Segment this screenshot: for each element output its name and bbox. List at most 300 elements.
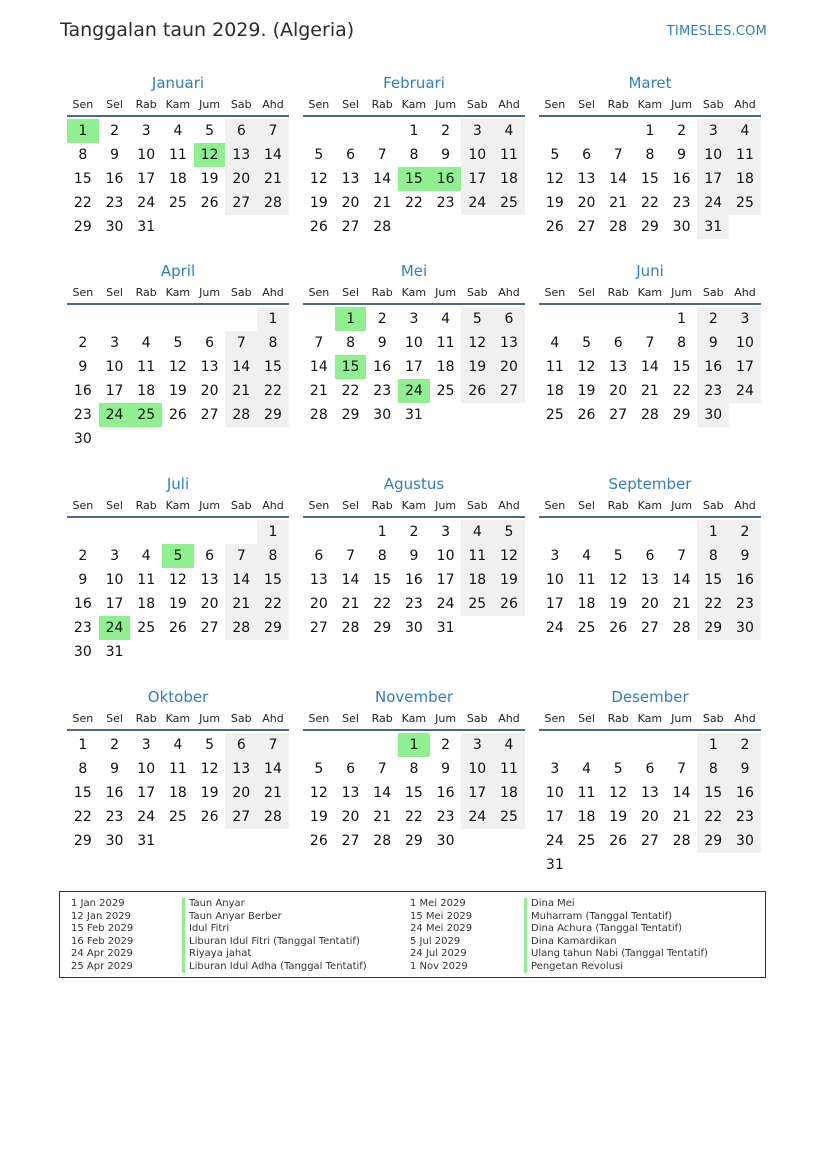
month-block <box>539 685 761 877</box>
day-cell: 24 <box>729 379 761 403</box>
legend-holiday-name: Idul Fitri <box>182 923 367 936</box>
empty-cell <box>539 733 571 757</box>
weekday-label: Jum <box>199 499 221 512</box>
weekday-label: Sab <box>466 712 488 725</box>
weekday-header <box>539 283 761 305</box>
day-cell: 9 <box>729 757 761 781</box>
day-cell: 11 <box>436 335 455 351</box>
brand-link[interactable]: TIMESLES.COM <box>666 24 767 39</box>
day-cell: 20 <box>341 195 360 211</box>
day-cell: 1 <box>257 520 289 544</box>
month-block <box>67 71 289 239</box>
weekday-label: Sen <box>544 712 566 725</box>
month-block <box>303 71 525 239</box>
day-cell: 7 <box>677 761 687 777</box>
day-cell: 10 <box>697 143 729 167</box>
day-cell: 22 <box>404 195 423 211</box>
day-cell: 27 <box>200 620 219 636</box>
weekday-label: Jum <box>199 98 221 111</box>
day-cell: 7 <box>613 147 623 163</box>
day-cell: 8 <box>78 761 88 777</box>
day-cell: 7 <box>314 335 324 351</box>
day-cell: 5 <box>173 335 183 351</box>
legend-holiday-name: Dina Kamardikan <box>524 936 708 949</box>
day-cell: 13 <box>200 572 219 588</box>
weekday-label: Rab <box>135 98 157 111</box>
day-cell: 23 <box>105 809 124 825</box>
day-cell: 12 <box>461 331 493 355</box>
day-cell: 26 <box>309 833 328 849</box>
day-cell: 28 <box>672 620 691 636</box>
day-cell: 6 <box>314 548 324 564</box>
holiday-day-cell: 24 <box>99 616 131 640</box>
weekday-label: Sen <box>72 499 94 512</box>
legend-holiday-name: Pengetan Revolusi <box>524 961 708 974</box>
weekday-label: Rab <box>607 712 629 725</box>
day-cell: 28 <box>672 833 691 849</box>
empty-cell <box>366 119 398 143</box>
day-cell: 21 <box>373 195 392 211</box>
day-cell: 14 <box>672 572 691 588</box>
weekday-label: Kam <box>637 286 663 299</box>
empty-cell <box>666 520 698 544</box>
day-cell: 11 <box>168 761 187 777</box>
legend-date: 16 Feb 2029 <box>71 935 134 947</box>
month-name: Maret <box>628 74 672 92</box>
day-cell: 13 <box>493 331 525 355</box>
day-cell: 29 <box>640 219 659 235</box>
day-cell: 10 <box>545 785 564 801</box>
day-cell: 20 <box>640 596 659 612</box>
weekday-label: Sab <box>230 286 252 299</box>
day-cell: 15 <box>73 785 92 801</box>
day-cell: 23 <box>73 407 92 423</box>
weekday-label: Sel <box>342 499 359 512</box>
day-cell: 4 <box>729 119 761 143</box>
weekday-label: Sel <box>578 98 595 111</box>
weekday-label: Jum <box>671 98 693 111</box>
day-cell: 27 <box>200 407 219 423</box>
day-cell: 3 <box>409 311 419 327</box>
day-cell: 8 <box>409 761 419 777</box>
weekday-header <box>303 95 525 117</box>
day-cell: 25 <box>461 592 493 616</box>
day-cell: 3 <box>110 548 119 564</box>
day-grid <box>67 520 289 664</box>
day-cell: 31 <box>404 407 423 423</box>
day-cell: 20 <box>341 809 360 825</box>
day-cell: 12 <box>168 572 187 588</box>
day-cell: 6 <box>645 548 655 564</box>
day-cell: 22 <box>341 383 360 399</box>
weekday-header <box>303 283 525 305</box>
day-cell: 2 <box>78 548 88 564</box>
day-cell: 24 <box>137 809 156 825</box>
day-cell: 30 <box>697 403 729 427</box>
day-cell: 6 <box>205 548 215 564</box>
day-cell: 5 <box>205 737 215 753</box>
day-cell: 5 <box>314 761 324 777</box>
weekday-label: Sab <box>230 98 252 111</box>
empty-cell <box>571 733 603 757</box>
day-cell: 25 <box>168 195 187 211</box>
empty-cell <box>162 307 194 331</box>
day-cell: 23 <box>729 805 761 829</box>
day-cell: 2 <box>110 123 119 139</box>
day-cell: 21 <box>341 596 360 612</box>
day-cell: 31 <box>105 644 124 660</box>
weekday-label: Jum <box>671 286 693 299</box>
day-cell: 13 <box>640 785 659 801</box>
month-name: Mei <box>400 262 428 280</box>
day-cell: 3 <box>461 119 493 143</box>
day-cell: 13 <box>225 143 257 167</box>
day-cell: 11 <box>137 572 156 588</box>
weekday-label: Sen <box>308 98 330 111</box>
day-cell: 25 <box>729 191 761 215</box>
day-cell: 25 <box>436 383 455 399</box>
empty-cell <box>194 307 226 331</box>
weekday-label: Kam <box>401 712 427 725</box>
legend-date: 24 Mei 2029 <box>410 923 473 934</box>
day-cell: 8 <box>645 147 655 163</box>
legend-date: 24 Apr 2029 <box>71 948 133 959</box>
day-cell: 19 <box>200 171 219 187</box>
holiday-day-cell: 25 <box>130 403 162 427</box>
empty-cell <box>634 520 666 544</box>
weekday-label: Sen <box>544 499 566 512</box>
weekday-label: Ahd <box>262 499 284 512</box>
day-cell: 24 <box>545 833 564 849</box>
day-cell: 8 <box>257 331 289 355</box>
legend-date: 12 Jan 2029 <box>71 910 131 922</box>
empty-cell <box>602 307 634 331</box>
day-cell: 23 <box>404 596 423 612</box>
day-cell: 29 <box>257 403 289 427</box>
month-name: September <box>608 475 692 493</box>
day-cell: 12 <box>309 785 328 801</box>
day-cell: 11 <box>545 359 564 375</box>
day-cell: 10 <box>436 548 455 564</box>
empty-cell <box>634 733 666 757</box>
weekday-label: Sel <box>578 499 595 512</box>
day-cell: 17 <box>729 355 761 379</box>
day-cell: 4 <box>493 119 525 143</box>
month-block <box>539 472 761 640</box>
weekday-label: Rab <box>607 286 629 299</box>
empty-cell <box>366 733 398 757</box>
day-cell: 31 <box>545 857 564 873</box>
day-cell: 28 <box>609 219 628 235</box>
day-cell: 6 <box>645 761 655 777</box>
day-cell: 24 <box>461 191 493 215</box>
day-cell: 3 <box>141 123 151 139</box>
empty-cell <box>571 520 603 544</box>
month-block <box>67 259 289 451</box>
day-cell: 24 <box>137 195 156 211</box>
day-cell: 22 <box>257 592 289 616</box>
day-cell: 16 <box>436 785 455 801</box>
day-cell: 9 <box>110 147 119 163</box>
day-cell: 3 <box>441 524 451 540</box>
day-cell: 15 <box>373 572 392 588</box>
legend-date: 1 Nov 2029 <box>410 960 468 972</box>
day-cell: 29 <box>73 219 92 235</box>
day-cell: 17 <box>137 171 156 187</box>
weekday-label: Sel <box>342 98 359 111</box>
legend-date: 1 Mei 2029 <box>410 898 466 909</box>
day-cell: 12 <box>200 761 219 777</box>
day-cell: 1 <box>257 307 289 331</box>
weekday-label: Sab <box>466 98 488 111</box>
day-grid <box>539 119 761 239</box>
day-cell: 4 <box>550 335 560 351</box>
month-name: Februari <box>383 74 445 92</box>
weekday-header <box>67 95 289 117</box>
month-block <box>303 685 525 853</box>
holiday-day-cell: 16 <box>430 167 462 191</box>
day-cell: 18 <box>493 167 525 191</box>
day-cell: 29 <box>373 620 392 636</box>
weekday-label: Sel <box>578 286 595 299</box>
day-cell: 11 <box>493 757 525 781</box>
day-cell: 18 <box>137 383 156 399</box>
day-cell: 21 <box>672 596 691 612</box>
day-cell: 7 <box>677 548 687 564</box>
weekday-label: Sab <box>702 98 724 111</box>
day-cell: 26 <box>461 379 493 403</box>
day-cell: 10 <box>105 572 124 588</box>
weekday-label: Kam <box>637 499 663 512</box>
day-cell: 22 <box>697 805 729 829</box>
weekday-label: Rab <box>371 286 393 299</box>
day-cell: 26 <box>168 407 187 423</box>
weekday-label: Rab <box>371 712 393 725</box>
weekday-label: Ahd <box>734 286 756 299</box>
weekday-header <box>539 496 761 518</box>
day-cell: 29 <box>404 833 423 849</box>
legend-holiday-name: Dina Mei <box>524 898 708 911</box>
empty-cell <box>194 520 226 544</box>
day-cell: 9 <box>729 544 761 568</box>
day-cell: 7 <box>377 147 387 163</box>
day-cell: 6 <box>205 335 215 351</box>
weekday-label: Ahd <box>498 286 520 299</box>
day-cell: 14 <box>672 785 691 801</box>
day-cell: 16 <box>729 568 761 592</box>
weekday-label: Sel <box>106 499 123 512</box>
month-block <box>67 685 289 853</box>
weekday-label: Ahd <box>262 712 284 725</box>
day-cell: 4 <box>461 520 493 544</box>
day-cell: 4 <box>141 335 151 351</box>
day-cell: 9 <box>377 335 387 351</box>
day-cell: 11 <box>168 147 187 163</box>
day-cell: 30 <box>672 219 691 235</box>
holiday-day-cell: 15 <box>335 355 367 379</box>
day-cell: 24 <box>697 191 729 215</box>
weekday-label: Rab <box>607 499 629 512</box>
day-cell: 12 <box>545 171 564 187</box>
month-name: Desember <box>611 688 689 706</box>
weekday-label: Sen <box>72 286 94 299</box>
day-cell: 11 <box>577 785 596 801</box>
day-cell: 16 <box>404 572 423 588</box>
weekday-label: Sen <box>72 712 94 725</box>
day-cell: 25 <box>493 191 525 215</box>
day-cell: 9 <box>78 359 88 375</box>
day-cell: 6 <box>613 335 623 351</box>
day-cell: 29 <box>697 616 729 640</box>
day-cell: 9 <box>110 761 119 777</box>
day-cell: 19 <box>461 355 493 379</box>
day-cell: 12 <box>609 785 628 801</box>
weekday-label: Sab <box>702 499 724 512</box>
day-cell: 7 <box>225 331 257 355</box>
day-cell: 26 <box>200 195 219 211</box>
day-cell: 14 <box>341 572 360 588</box>
empty-cell <box>303 733 335 757</box>
day-cell: 3 <box>461 733 493 757</box>
weekday-header <box>67 709 289 731</box>
day-cell: 18 <box>137 596 156 612</box>
day-cell: 5 <box>461 307 493 331</box>
weekday-label: Jum <box>671 712 693 725</box>
day-cell: 8 <box>78 147 88 163</box>
weekday-label: Ahd <box>734 499 756 512</box>
empty-cell <box>99 307 131 331</box>
day-cell: 16 <box>73 383 92 399</box>
day-cell: 23 <box>697 379 729 403</box>
day-cell: 20 <box>225 781 257 805</box>
month-name: Januari <box>151 74 205 92</box>
day-cell: 20 <box>309 596 328 612</box>
day-cell: 19 <box>309 809 328 825</box>
weekday-label: Sen <box>308 286 330 299</box>
day-cell: 9 <box>697 331 729 355</box>
weekday-label: Jum <box>671 499 693 512</box>
day-cell: 27 <box>341 833 360 849</box>
day-cell: 31 <box>436 620 455 636</box>
day-cell: 1 <box>409 123 419 139</box>
day-grid <box>539 520 761 640</box>
day-cell: 9 <box>441 147 451 163</box>
legend-holiday-name: Dina Achura (Tanggal Tentatif) <box>524 923 708 936</box>
day-cell: 21 <box>373 809 392 825</box>
day-cell: 19 <box>609 596 628 612</box>
weekday-label: Rab <box>371 98 393 111</box>
day-cell: 18 <box>168 171 187 187</box>
day-cell: 26 <box>168 620 187 636</box>
weekday-label: Sel <box>106 98 123 111</box>
holiday-day-cell: 1 <box>398 733 430 757</box>
day-cell: 16 <box>729 781 761 805</box>
month-name: April <box>160 262 196 280</box>
legend-date: 1 Jan 2029 <box>71 898 125 909</box>
day-cell: 13 <box>200 359 219 375</box>
weekday-label: Sab <box>230 499 252 512</box>
month-name: November <box>374 688 454 706</box>
day-cell: 22 <box>73 195 92 211</box>
day-cell: 14 <box>309 359 328 375</box>
day-cell: 11 <box>493 143 525 167</box>
day-cell: 9 <box>78 572 88 588</box>
day-cell: 10 <box>105 359 124 375</box>
month-name: Juni <box>636 262 664 280</box>
weekday-label: Jum <box>435 712 457 725</box>
weekday-header <box>67 283 289 305</box>
weekday-label: Sen <box>72 98 94 111</box>
day-cell: 14 <box>640 359 659 375</box>
day-cell: 4 <box>141 548 151 564</box>
day-cell: 26 <box>309 219 328 235</box>
day-cell: 27 <box>609 407 628 423</box>
day-cell: 7 <box>346 548 355 564</box>
weekday-label: Ahd <box>498 712 520 725</box>
day-grid <box>303 307 525 427</box>
day-grid <box>303 733 525 853</box>
day-cell: 6 <box>225 119 257 143</box>
day-cell: 16 <box>73 596 92 612</box>
day-cell: 17 <box>697 167 729 191</box>
day-cell: 28 <box>257 805 289 829</box>
empty-cell <box>571 119 603 143</box>
day-cell: 30 <box>105 833 124 849</box>
day-cell: 27 <box>493 379 525 403</box>
legend-right-names <box>524 898 708 973</box>
day-cell: 22 <box>640 195 659 211</box>
day-cell: 15 <box>672 359 691 375</box>
day-cell: 24 <box>545 620 564 636</box>
day-cell: 19 <box>609 809 628 825</box>
day-cell: 31 <box>137 219 156 235</box>
day-cell: 17 <box>545 596 564 612</box>
day-cell: 2 <box>677 123 687 139</box>
day-cell: 3 <box>729 307 761 331</box>
month-name: Juli <box>166 475 190 493</box>
day-cell: 17 <box>404 359 423 375</box>
day-cell: 8 <box>377 548 387 564</box>
legend-date: 25 Apr 2029 <box>71 960 133 972</box>
day-grid <box>303 520 525 640</box>
weekday-label: Sab <box>466 499 488 512</box>
day-cell: 16 <box>672 171 691 187</box>
day-cell: 30 <box>73 431 92 447</box>
legend-holiday-name: Taun Anyar Berber <box>182 911 367 924</box>
day-cell: 19 <box>545 195 564 211</box>
weekday-label: Sen <box>308 712 330 725</box>
day-cell: 25 <box>168 809 187 825</box>
day-grid <box>67 307 289 451</box>
day-cell: 13 <box>341 785 360 801</box>
day-cell: 6 <box>225 733 257 757</box>
day-cell: 30 <box>373 407 392 423</box>
empty-cell <box>130 307 162 331</box>
day-cell: 11 <box>577 572 596 588</box>
empty-cell <box>303 520 335 544</box>
weekday-label: Ahd <box>734 98 756 111</box>
legend-holiday-name: Liburan Idul Fitri (Tanggal Tentatif) <box>182 936 367 949</box>
empty-cell <box>666 733 698 757</box>
day-cell: 18 <box>493 781 525 805</box>
day-cell: 20 <box>225 167 257 191</box>
weekday-header <box>303 496 525 518</box>
day-cell: 9 <box>677 147 687 163</box>
empty-cell <box>539 520 571 544</box>
day-cell: 28 <box>341 620 360 636</box>
empty-cell <box>303 307 335 331</box>
day-cell: 1 <box>377 524 387 540</box>
